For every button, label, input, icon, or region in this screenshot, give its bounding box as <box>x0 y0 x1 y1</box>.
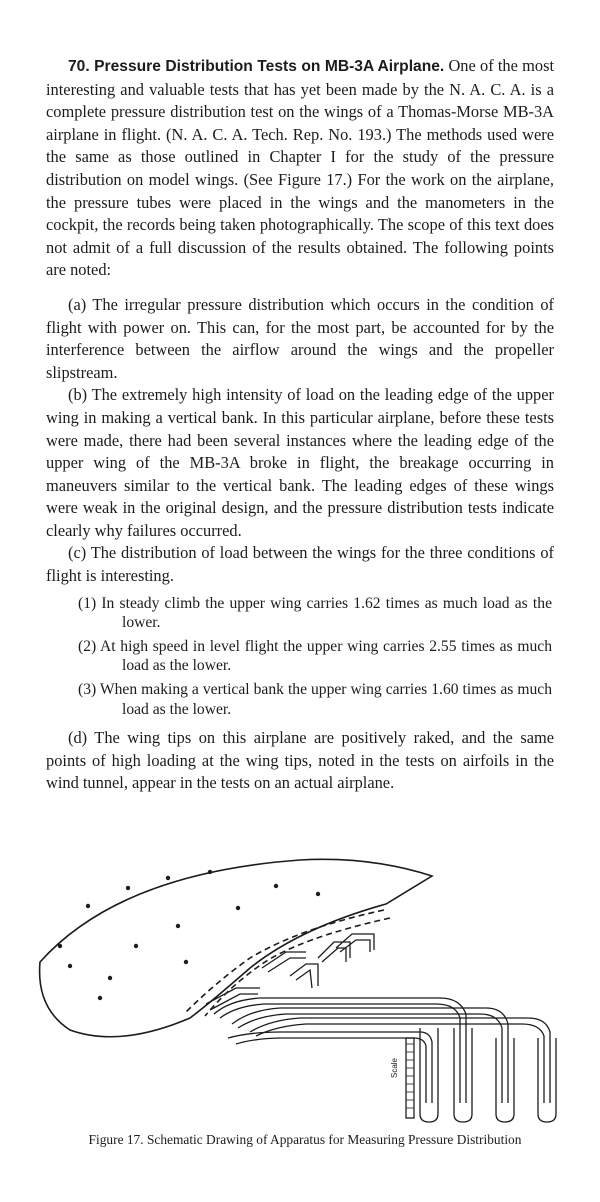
tube-end <box>336 934 374 952</box>
dashed-rib <box>205 918 390 1016</box>
pressure-orifice <box>108 976 112 980</box>
point-a: (a) The irregular pressure distribution which occurs in the condition of flight with power on. This can, for the most part, be accounted for by the interference between the airflow around the wings and the propeller slipstream. <box>46 294 554 382</box>
condition-item: (2) At high speed in level flight the upper wing carries 2.55 times as much load as the lower. <box>78 637 552 675</box>
scale-bar <box>406 1038 414 1118</box>
pressure-orifice <box>86 904 90 908</box>
manometer-u-tube <box>496 1038 514 1122</box>
condition-item: (3) When making a vertical bank the upper wing carries 1.60 times as much load as the lower. <box>78 681 552 718</box>
intro-text: One of the most interesting and valuable tests that has yet been made by the N. A. C. A. is a complete pressure distribution test on the wings of a Thomas-Morse MB-3A airplane in flight. (N. A. C. A. Tech. Rep. No. 193.) The methods used were the same as those outlined in Chapter I for the study of the pressure distribution on model wings. (See Figure 17.) For the work on the airplane, the pressure tubes were placed in the wings and the manometers in the cockpit, the records being taken photographically. The scope of this text does not admit of a full discussion of the results obtained. The following points are noted: <box>46 56 554 280</box>
point-d: (d) The wing tips on this airplane are positively raked, and the same points of high loading at the wing tips, noted in the tests on airfoils in the wind tunnel, appear in the tests on an actual airplane. <box>46 728 554 793</box>
manometer-u-tube <box>538 1038 556 1122</box>
figure-caption: Figure 17. Schematic Drawing of Apparatus for Measuring Pressure Distribution <box>88 1132 522 1147</box>
pressure-orifice <box>166 876 170 880</box>
point-c: (c) The distribution of load between the wings for the three conditions of flight is interesting. <box>46 543 554 586</box>
pressure-orifice <box>68 964 72 968</box>
load-ratio-list <box>46 594 554 720</box>
apparatus-drawing <box>0 838 600 1128</box>
scale-label: Scale <box>390 1057 399 1078</box>
pressure-orifice <box>316 892 320 896</box>
tube-end <box>290 964 318 988</box>
intro-paragraph <box>46 55 554 282</box>
pressure-tube <box>228 1032 432 1103</box>
pressure-tube <box>250 1018 550 1103</box>
figure-17 <box>0 838 600 1128</box>
pressure-orifice <box>274 884 278 888</box>
pressure-orifice <box>208 870 212 874</box>
pressure-orifice <box>98 996 102 1000</box>
condition-item: (1) In steady climb the upper wing carries 1.62 times as much load as the lower. <box>78 594 552 632</box>
point-b: (b) The extremely high intensity of load on the leading edge of the upper wing in making a vertical bank. In this particular airplane, before these tests were made, there had been several instances where the leading edge of the upper wing of the MB-3A broke in flight, the breakage occurring in maneuvers similar to the vertical bank. The leading edges of these wings were weak in the original design, and the pressure distribution tests indicate clearly why failures occurred. <box>46 385 554 540</box>
section-heading: 70. Pressure Distribution Tests on MB-3A Airplane. <box>68 58 445 75</box>
pressure-orifice <box>236 906 240 910</box>
pressure-tube <box>238 1014 502 1103</box>
manometer-u-tube <box>420 1028 438 1122</box>
body-text <box>46 55 554 795</box>
pressure-tube <box>256 1024 544 1103</box>
tube-end <box>318 942 350 962</box>
pressure-orifice <box>176 924 180 928</box>
pressure-orifice <box>58 944 62 948</box>
pressure-orifice <box>126 886 130 890</box>
pressure-orifice <box>134 944 138 948</box>
manometer-u-tube <box>454 1028 472 1122</box>
pressure-orifice <box>184 960 188 964</box>
